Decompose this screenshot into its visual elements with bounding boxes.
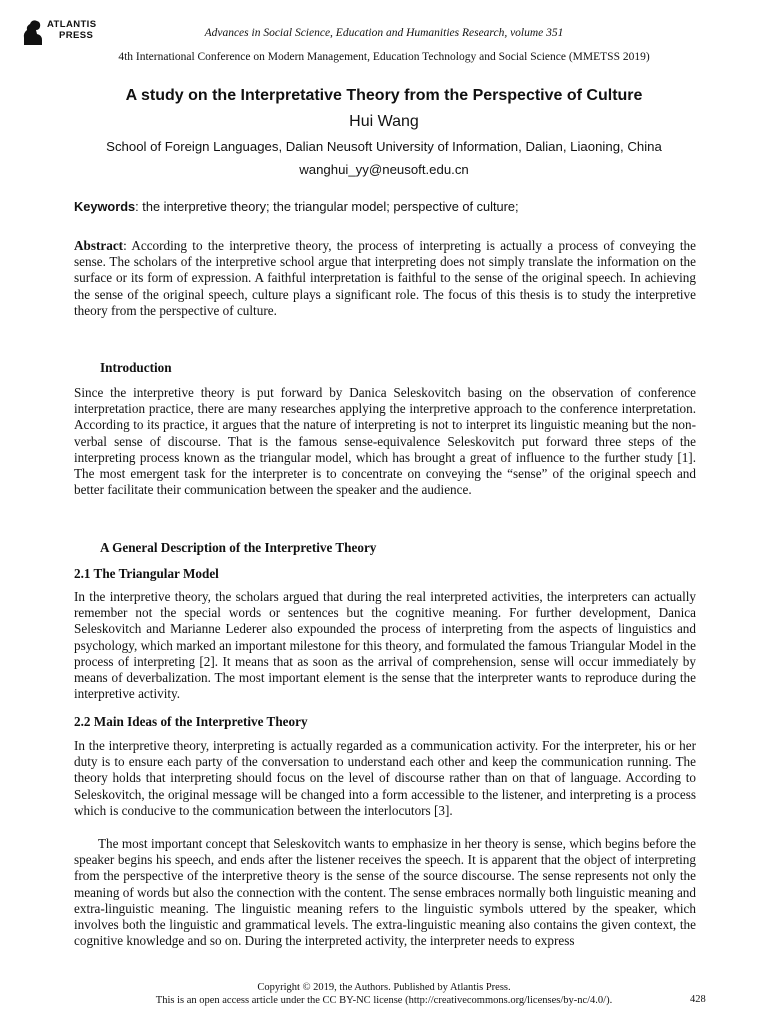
triangular-model-text: In the interpretive theory, the scholars argued that during the real interpreted activities, the interpreters can actually remember not the special words or sentences but the cognitive meaning. For further development, Danica Seleskovitch and Marianne Lederer also expounded the process of interpreting from the aspects of linguistics and psychology, which marked an important milestone for this theory, and formulated the famous Triangular Model in the process of interpreting [2]. It means that as soon as the arrival of comprehension, sense will occur immediately by means of deverbalization. The most important element is the sense that the interpreter wants to reproduce during the interpretive activity. <box>74 589 696 702</box>
author-name: Hui Wang <box>349 113 419 130</box>
keywords-label: Keywords <box>74 199 136 214</box>
main-ideas-heading: 2.2 Main Ideas of the Interpretive Theory <box>74 714 308 729</box>
conference-header: 4th International Conference on Modern Management, Education Technology and Social Science (MMETSS 2019) <box>118 51 650 63</box>
abstract-text: : According to the interpretive theory, the process of interpreting is actually a process of conveying the sense. The scholars of the interpretive school argue that interpreting does not simply translate the information on the surface or its form of expression. A faithful interpretation is faithful to the sense of the original speech. In achieving the sense of the original speech, culture plays a significant role. The focus of this thesis is to study the interpretive theory from the perspective of culture. <box>74 238 696 318</box>
triangular-model-heading: 2.1 The Triangular Model <box>74 566 219 581</box>
main-ideas-text-2: The most important concept that Seleskovitch wants to emphasize in her theory is sense, which begins before the speaker begins his speech, and ends after the listener receives the speech. It is apparent that the object of interpreting from the perspective of the interpretive theory is the sense of the source discourse. The sense represents not only the meaning of words but also the connection with the content. The sense embraces normally both linguistic meaning and extra-linguistic meaning. The linguistic meaning refers to the linguistic symbols uttered by the speaker, which involves both the linguistic and grammatical levels. The extra-linguistic meaning also contains the given context, the cognitive knowledge and so on. During the interpreted activity, the interpreter needs to express <box>74 836 696 949</box>
abstract <box>74 238 696 319</box>
author-email: wanghui_yy@neusoft.edu.cn <box>299 162 469 177</box>
paper-title: A study on the Interpretative Theory from the Perspective of Culture <box>125 87 643 104</box>
copyright-notice: Copyright © 2019, the Authors. Published by Atlantis Press. <box>257 982 511 993</box>
publisher-name-line2: PRESS <box>59 30 94 41</box>
publisher-name-line1: ATLANTIS <box>47 19 97 30</box>
abstract-label: Abstract <box>74 238 124 253</box>
keywords-text: : the interpretive theory; the triangular model; perspective of culture; <box>135 199 519 214</box>
introduction-text: Since the interpretive theory is put forward by Danica Seleskovitch basing on the observation of conference interpretation practice, there are many researches applying the interpretive approach to the conference interpretation. According to its practice, it argues that the nature of interpreting is not to interpret its linguistic meaning but the non-verbal sense of discourse. That is the famous sense-equivalence Seleskovitch put forward three steps of the interpreting process known as the triangular model, which has brought a great of influence to the further study [1]. The most emergent task for the interpreter is to concentrate on conveying the “sense” of the original speech and better facilitate their communication between the speaker and the audience. <box>74 385 696 498</box>
general-description-heading: A General Description of the Interpretive Theory <box>100 540 377 555</box>
license-notice: This is an open access article under the CC BY-NC license (http://creativecommons.org/licenses/by-nc/4.0/). <box>155 995 613 1006</box>
keywords <box>74 199 696 214</box>
journal-header: Advances in Social Science, Education and Humanities Research, volume 351 <box>204 27 564 39</box>
page-number: 428 <box>690 994 706 1005</box>
main-ideas-text-1: In the interpretive theory, interpreting is actually regarded as a communication activity. For the interpreter, his or her duty is to ensure each party of the conversation to understand each other and keep the communication running. The theory holds that interpreting should focus on the level of discourse rather than on that of language. According to Seleskovitch, the original message will be changed into a form accessible to the listener, and interpreting is a process which is conducive to the communication between the interlocutors [3]. <box>74 738 696 818</box>
introduction-heading: Introduction <box>100 360 172 375</box>
author-affiliation: School of Foreign Languages, Dalian Neusoft University of Information, Dalian, Liaoning, China <box>106 139 662 154</box>
